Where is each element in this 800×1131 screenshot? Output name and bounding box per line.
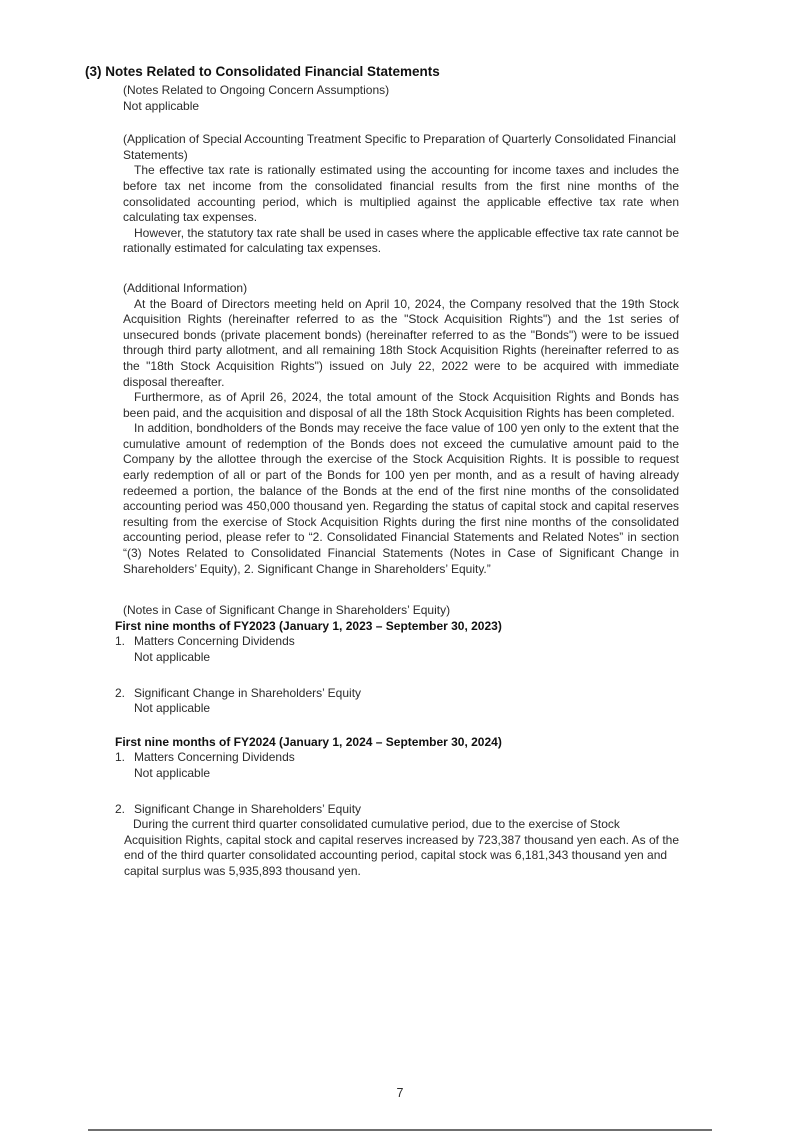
special-accounting-title: (Application of Special Accounting Treatment Specific to Preparation of Quarterly Consolidated Financial Statements) [123,132,676,162]
fy2024-item-2-title: Significant Change in Shareholders’ Equity [134,801,362,816]
fy2023-heading: First nine months of FY2023 (January 1, 2023 – September 30, 2023) [115,618,502,633]
fy2023-item-2-title: Significant Change in Shareholders’ Equity [134,685,362,700]
fy2023-item-1-body: Not applicable [134,650,211,664]
fy2024-item-1-body: Not applicable [134,765,211,780]
fy2024-heading: First nine months of FY2024 (January 1, 2024 – September 30, 2024) [115,734,502,749]
additional-information-title: (Additional Information) [123,280,248,295]
fy2023-item-2 [115,686,679,702]
fy2024-section [115,735,679,880]
special-accounting-para-1: The effective tax rate is rationally estimated using the accounting for income taxes and includes the before tax net income from the consolidated financial results from the first nine months of the consolidated accounting period, which is multiplied against the applicable effective tax rate when calculating tax expenses. [123,163,679,225]
fy2023-item-1-title: Matters Concerning Dividends [134,634,295,649]
equity-notes-title: (Notes in Case of Significant Change in Shareholders’ Equity) [123,603,451,618]
additional-information-para-3: In addition, bondholders of the Bonds may receive the face value of 100 yen only to the extent that the cumulative amount of redemption of the Bonds does not exceed the cumulative amount paid to the Company by the allottee through the exercise of the Stock Acquisition Rights. It is possible to request early redemption of all or part of the Bonds for 100 yen per month, and as a result of having already redeemed a portion, the balance of the Bonds at the end of the first nine months of the consolidated accounting period was 450,000 thousand yen. Regarding the status of capital stock and capital reserves resulting from the exercise of Stock Acquisition Rights during the first nine months of the consolidated accounting period, please refer to “2. Consolidated Financial Statements and Related Notes” in section “(3) Notes Related to Consolidated Financial Statements (Notes in Case of Significant Change in Shareholders’ Equity), 2. Significant Change in Shareholders’ Equity.” [123,421,679,576]
fy2023-item-2-body: Not applicable [134,701,211,716]
fy2024-item-2-number: 2. [115,801,126,816]
fy2024-item-2 [115,802,679,818]
fy2024-item-1 [115,750,679,766]
fy2024-item-1-title: Matters Concerning Dividends [134,750,295,765]
additional-information-para-2: Furthermore, as of April 26, 2024, the total amount of the Stock Acquisition Rights and Bonds has been paid, and the acquisition and disposal of all the 18th Stock Acquisition Rights has been completed. [123,390,679,420]
fy2023-item-1-number: 1. [115,634,126,649]
fy2023-item-2-number: 2. [115,685,126,700]
special-accounting-para-2: However, the statutory tax rate shall be used in cases where the applicable effective tax rate cannot be rationally estimated for calculating tax expenses. [123,225,679,256]
fy2024-item-1-number: 1. [115,750,126,765]
going-concern-title: (Notes Related to Ongoing Concern Assumptions) [123,83,390,97]
fy2024-item-2-body: During the current third quarter consolidated cumulative period, due to the exercise of Stock Acquisition Rights, capital stock and capital reserves increased by 723,387 thousand yen each. As of the end of the third quarter consolidated accounting period, capital stock was 6,181,343 thousand yen and capital surplus was 5,935,893 thousand yen. [124,817,679,878]
fy2023-item-1 [115,634,679,650]
document-body [115,83,679,880]
section-heading: (3) Notes Related to Consolidated Financial Statements [85,64,440,79]
going-concern-body: Not applicable [123,98,200,113]
additional-information-para-1: At the Board of Directors meeting held on April 10, 2024, the Company resolved that the 19th Stock Acquisition Rights (hereinafter referred to as the "Stock Acquisition Rights") and the 1st series of unsecured bonds (private placement bonds) (hereinafter referred to as the "Bonds") were to be issued through third party allotment, and all remaining 18th Stock Acquisition Rights (hereinafter referred to as the "18th Stock Acquisition Rights") issued on July 22, 2022 were to be acquired with immediate disposal thereafter. [123,296,679,389]
fy2023-section [115,619,679,717]
page-number: 7 [396,1086,404,1100]
